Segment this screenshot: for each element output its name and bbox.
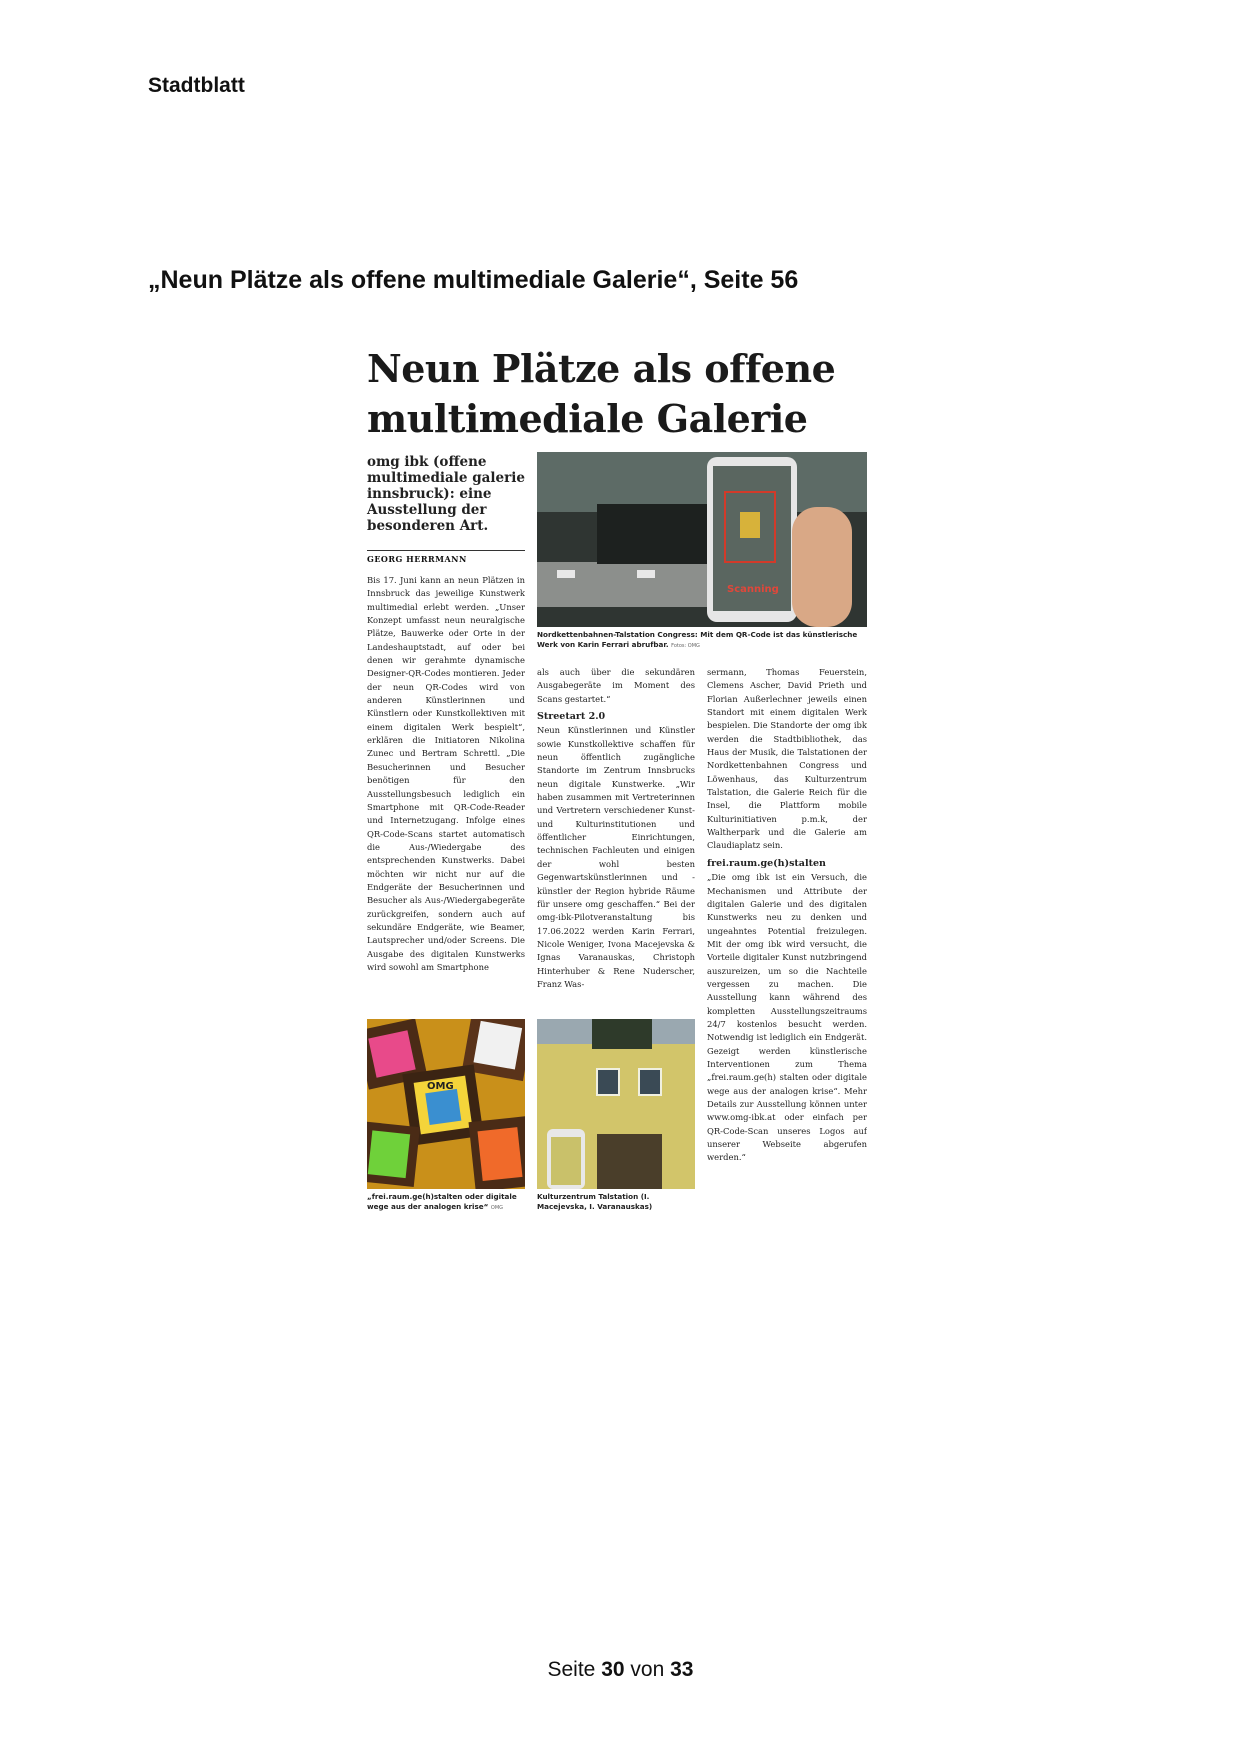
photo-main-caption-text: Nordkettenbahnen-Talstation Congress: Mit dem QR-Code ist das künstlerische Werk von Karin Ferrari abrufbar. <box>537 630 858 649</box>
article-lead: omg ibk (offene multimediale galerie innsbruck): eine Ausstellung der besonderen Art. <box>367 454 525 534</box>
article-column-1 <box>367 574 525 1020</box>
column-2-subheading: Streetart 2.0 <box>537 711 606 723</box>
publication-name: Stadtblatt <box>148 74 245 97</box>
headline-line-1: Neun Plätze als offene <box>367 346 836 391</box>
column-2-text: als auch über die sekundären Ausgabegeräte im Moment des Scans gestartet.“ <box>537 667 695 704</box>
article-headline <box>367 344 867 444</box>
photo-main-caption <box>537 630 867 651</box>
footer-current-page: 30 <box>601 1658 625 1681</box>
photo-house-caption: Kulturzentrum Talstation (I. Macejevska, I. Varanauskas) <box>537 1192 653 1211</box>
column-2-text-2: Neun Künstlerinnen und Künstler sowie Kunstkollektive schaffen für neun öffentlich zugängliche Standorte im Zentrum Innsbrucks neun digitale Kunstwerke. „Wir haben zusammen mit Vertreterinnen und Vertretern verschiedener Kunst- und Kulturinstitutionen und öffentlicher Einrichtungen, technischen Fachleuten und einigen der wohl besten Gegenwartskünstlerinnen und -künstler der Region hybride Räume für unsere omg geschaffen.“ Bei der omg-ibk-Pilotveranstaltung bis 17.06.2022 werden Karin Ferrari, Nicole Weniger, Ivona Macejevska & Ignas Varanauskas, Christoph Hinterhuber & Rene Nuderscher, Franz Was- <box>537 725 695 989</box>
newspaper-clipping <box>367 344 867 1224</box>
photo-qr-caption <box>367 1192 525 1213</box>
photo-house-illustration <box>537 1019 695 1189</box>
headline-line-2: multimediale Galerie <box>367 396 808 441</box>
column-3-text: sermann, Thomas Feuerstein, Clemens Ascher, David Prieth und Florian Außerlechner jeweils einen Standort mit einem digitalen Werk bespielen. Die Standorte der omg ibk werden die Stadtbibliothek, das Haus der Musik, die Talstationen der Nordkettenbahnen Congress und Löwenhaus, das Kulturzentrum Talstation, die Galerie Reich für die Insel, die Plattform mobile Kulturinitiativen p.m.k, der Waltherpark und die Galerie am Claudiaplatz sein. <box>707 667 867 851</box>
photo-main-credit: Fotos: OMG <box>671 643 700 649</box>
article-reference-title: „Neun Plätze als offene multimediale Galerie“, Seite 56 <box>148 266 799 294</box>
article-column-2 <box>537 666 695 1018</box>
omg-frame-label: OMG <box>427 1081 454 1092</box>
footer-total-pages: 33 <box>670 1658 694 1681</box>
footer-prefix: Seite <box>547 1658 596 1681</box>
column-3-subheading: frei.raum.ge(h)stalten <box>707 857 826 869</box>
page-footer <box>0 1658 1241 1682</box>
photo-qr-frames <box>367 1019 525 1189</box>
column-3-text-2: „Die omg ibk ist ein Versuch, die Mechanismen und Attribute der digitalen Galerie und des digitalen Kunstwerks neu zu denken und ungeahntes Potential freizulegen. Mit der omg ibk wird versucht, die Vorteile digitaler Kunst nutzbringend auszureizen, um so die Nachteile vergessen zu machen. Die Ausstellung kann während des kompletten Ausstellungszeitraums 24/7 kostenlos besucht werden. Notwendig ist lediglich ein Endgerät. Gezeigt werden künstlerische Interventionen zum Thema „frei.raum.ge(h) stalten oder digitale wege aus der analogen krise“. Mehr Details zur Ausstellung können unter www.omg-ibk.at oder einfach per QR-Code-Scan unseres Logos auf unserer Webseite abgerufen werden.“ <box>707 872 867 1163</box>
photo-qr-caption-text: „frei.raum.ge(h)stalten oder digitale wege aus der analogen krise“ <box>367 1192 517 1211</box>
column-1-text: Bis 17. Juni kann an neun Plätzen in Innsbruck das jeweilige Kunstwerk multimedial erlebt werden. „Unser Konzept umfasst neun neuralgische Plätze, Bauwerke oder Orte in der Landeshauptstadt, auf oder bei denen wir gerahmte dynamische Designer-QR-Codes montieren. Jeder der neun QR-Codes wird von anderen Künstlerinnen und Künstlern oder Kunstkollektiven mit einem digitalen Werk bespielt“, erklären die Initiatoren Nikolina Zunec und Bertram Schrettl. „Die Besucherinnen und Besucher benötigen für den Ausstellungsbesuch lediglich ein Smartphone mit QR-Code-Reader und Internetzugang. Infolge eines QR-Code-Scans startet automatisch die Aus-/Wiedergabe des entsprechenden Kunstwerks. Dabei möchten wir nicht nur auf die Endgeräte der Besucherinnen und Besucher als Aus-/Wiedergabegeräte zurückgreifen, sondern auch auf sekundäre Endgeräte, wie Beamer, Lautsprecher und/oder Screens. Die Ausgabe des digitalen Kunstwerks wird sowohl am Smartphone <box>367 575 525 972</box>
photo-qr-scan-illustration <box>537 452 867 627</box>
photo-qr-scan <box>537 452 867 627</box>
footer-von: von <box>630 1658 665 1681</box>
article-column-3 <box>707 666 867 1226</box>
scanning-label: Scanning <box>727 584 779 595</box>
article-byline: GEORG HERRMANN <box>367 550 525 564</box>
photo-qr-frames-illustration <box>367 1019 525 1189</box>
photo-qr-credit: OMG <box>490 1205 504 1211</box>
photo-kulturzentrum-talstation <box>537 1019 695 1189</box>
